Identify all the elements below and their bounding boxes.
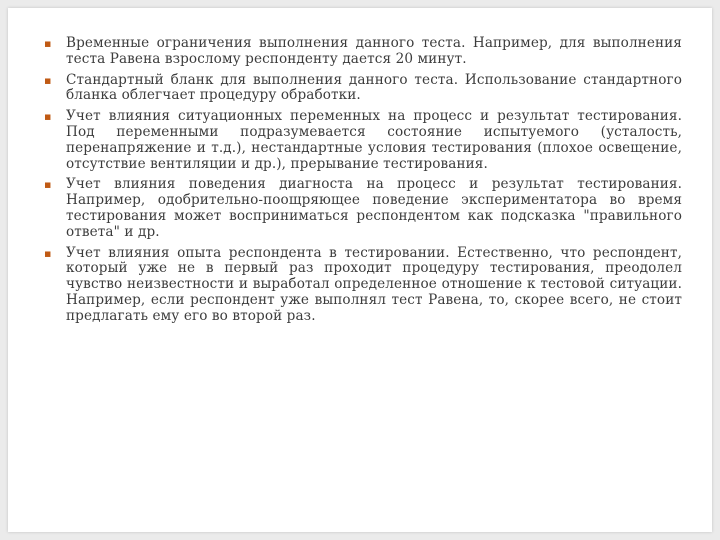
bullet-square-icon: ▪ (44, 37, 52, 50)
bullet-item (44, 244, 682, 325)
bullet-square-icon: ▪ (44, 246, 52, 260)
bullet-item (44, 71, 682, 105)
bullet-item (44, 108, 682, 172)
bullet-item (44, 176, 682, 240)
bullet-square-icon: ▪ (44, 110, 52, 124)
bullet-text: Учет влияния опыта респондента в тестировании. Естественно, что респондент, который уже не в первый раз проходит процедуру тестирования, преодолел чувство неизвестности и выработал определенное отношение к тестовой ситуации. Например, если респондент уже выполнял тест Равена, то, скорее всего, не стоит предлагать ему его во второй раз. (66, 244, 682, 324)
bullet-text: Учет влияния ситуационных переменных на процесс и результат тестирования. Под переменными подразумевается состояние испытуемого (усталость, перенапряжение и т.д.), нестандартные условия тестирования (плохое освещение, отсутствие вентиляции и др.), прерывание тестирования. (66, 108, 682, 172)
content-panel (8, 8, 712, 532)
bullet-text: Стандартный бланк для выполнения данного теста. Использование стандартного бланка облегчает процедуру обработки. (66, 71, 682, 104)
bullet-square-icon: ▪ (44, 73, 52, 87)
bullet-item (44, 35, 682, 68)
bullet-text: Учет влияния поведения диагноста на процесс и результат тестирования. Например, одобрительно-поощряющее поведение экспериментатора во время тестирования может восприниматься респондентом как подсказка "правильного ответа" и др. (66, 176, 682, 240)
bullet-square-icon: ▪ (44, 178, 52, 192)
bullet-list (44, 35, 682, 330)
bullet-text: Временные ограничения выполнения данного теста. Например, для выполнения теста Равена взрослому респонденту дается 20 минут. (66, 35, 682, 67)
